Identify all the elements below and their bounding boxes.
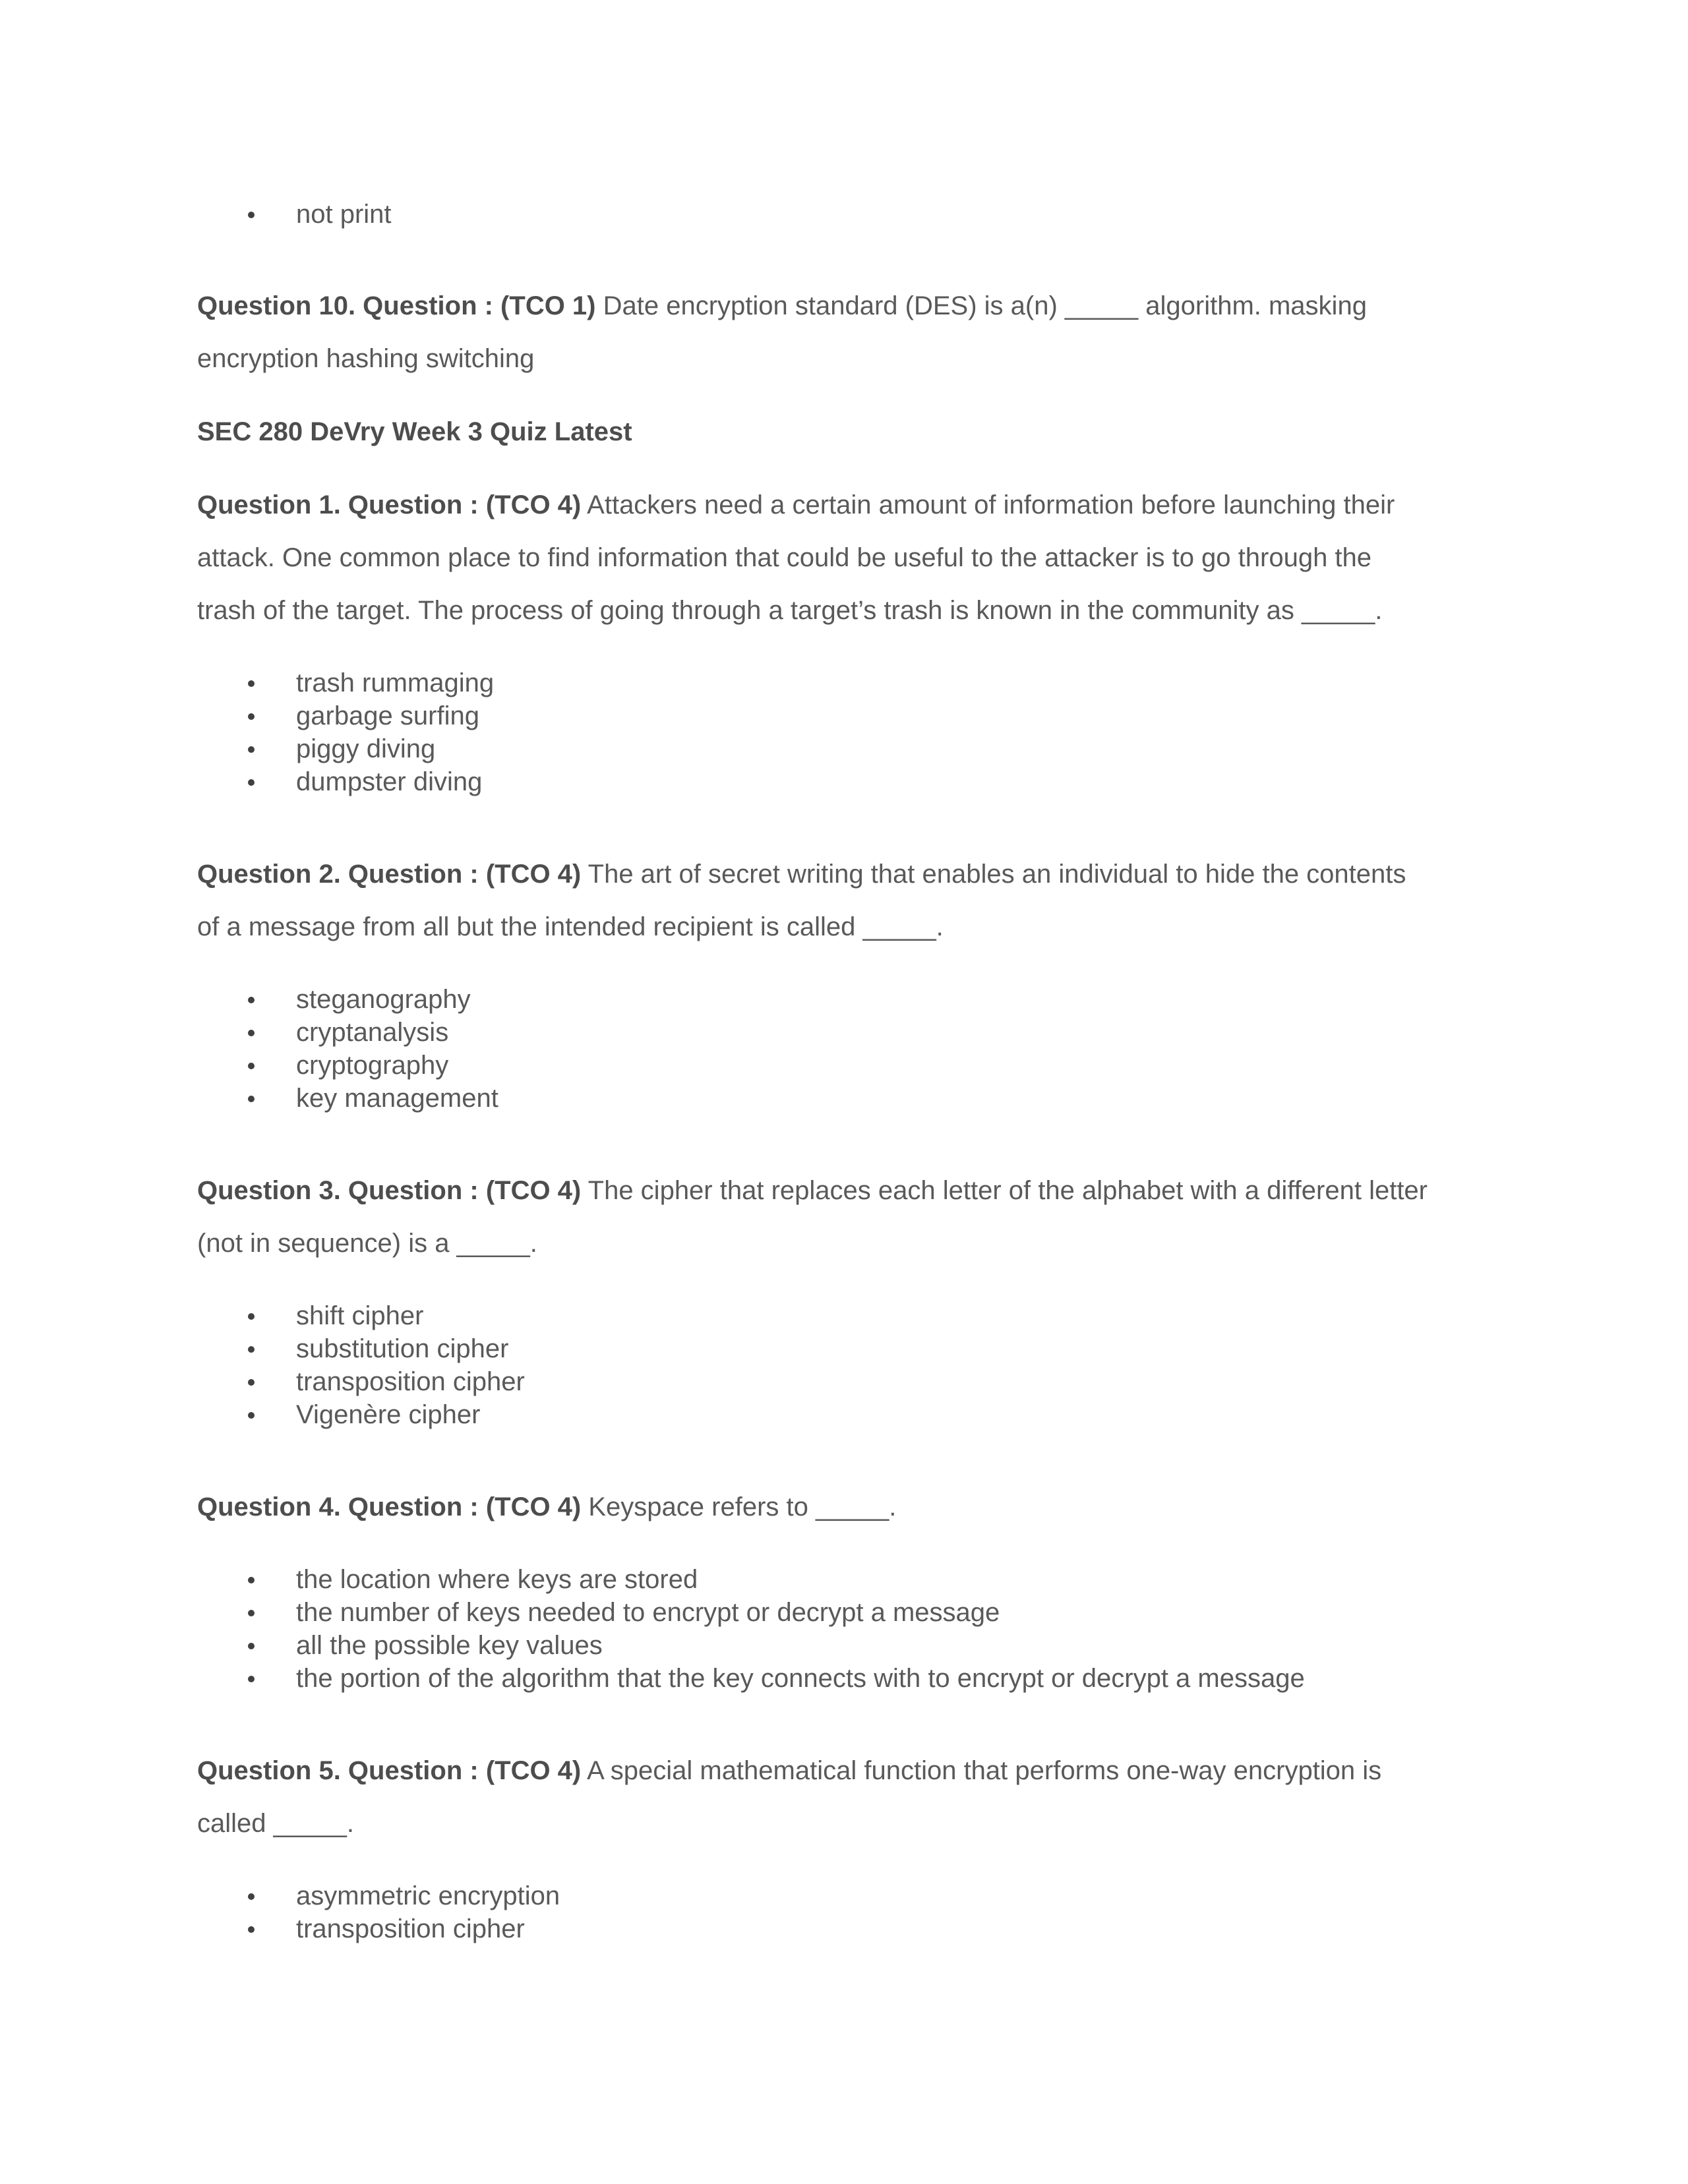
answer-options: [197, 983, 1503, 1115]
carryover-options: [197, 198, 1503, 231]
question-label: Question 1. Question : (TCO 4): [197, 490, 582, 519]
section-heading: SEC 280 DeVry Week 3 Quiz Latest: [197, 417, 632, 446]
list-item: trash rummaging: [197, 666, 1503, 699]
question-label: Question 3. Question : (TCO 4): [197, 1176, 582, 1205]
question-5: [197, 1744, 1503, 1850]
answer-options: [197, 1563, 1503, 1695]
question-2: [197, 848, 1503, 953]
bullet-icon: [248, 746, 255, 753]
question-text-continued: of a message from all but the intended recipient is called _____.: [197, 912, 944, 941]
list-item: cryptography: [197, 1049, 1503, 1082]
bullet-icon: [248, 1926, 255, 1933]
list-item: the location where keys are stored: [197, 1563, 1503, 1596]
list-item: the portion of the algorithm that the key connects with to encrypt or decrypt a message: [197, 1662, 1503, 1695]
bullet-icon: [248, 1610, 255, 1616]
list-item: asymmetric encryption: [197, 1879, 1503, 1912]
list-item: transposition cipher: [197, 1365, 1503, 1398]
list-item: Vigenère cipher: [197, 1398, 1503, 1431]
question-label: Question 10. Question : (TCO 1): [197, 291, 596, 320]
bullet-icon: [248, 1063, 255, 1069]
bullet-icon: [248, 1412, 255, 1419]
question-4: [197, 1481, 1503, 1533]
list-item: shift cipher: [197, 1299, 1503, 1332]
list-item: piggy diving: [197, 732, 1503, 765]
question-text-continued: trash of the target. The process of going through a target’s trash is known in the community as _____.: [197, 596, 1383, 625]
question-3: [197, 1164, 1503, 1270]
question-text-continued: (not in sequence) is a _____.: [197, 1229, 537, 1258]
answer-options: [197, 1879, 1503, 1945]
bullet-icon: [248, 1096, 255, 1102]
bullet-icon: [248, 1379, 255, 1386]
list-item: all the possible key values: [197, 1629, 1503, 1662]
bullet-icon: [248, 1676, 255, 1682]
list-item: substitution cipher: [197, 1332, 1503, 1365]
bullet-icon: [248, 1893, 255, 1900]
list-item: cryptanalysis: [197, 1016, 1503, 1049]
bullet-icon: [248, 997, 255, 1003]
bullet-icon: [248, 1577, 255, 1583]
question-text: Question 2. Question : (TCO 4) The art of secret writing that enables an individual to hide the contents: [197, 860, 1406, 889]
bullet-icon: [248, 680, 255, 687]
answer-options: [197, 1299, 1503, 1431]
list-item: not print: [197, 198, 1503, 231]
question-label: Question 5. Question : (TCO 4): [197, 1756, 582, 1785]
question-text-continued: encryption hashing switching: [197, 344, 535, 373]
bullet-icon: [248, 1313, 255, 1320]
question-label: Question 2. Question : (TCO 4): [197, 860, 582, 889]
bullet-icon: [248, 1643, 255, 1649]
list-item: steganography: [197, 983, 1503, 1016]
question-text: Question 4. Question : (TCO 4) Keyspace refers to _____.: [197, 1492, 897, 1521]
bullet-icon: [248, 779, 255, 786]
question-text: Question 3. Question : (TCO 4) The cipher that replaces each letter of the alphabet with a different letter: [197, 1176, 1428, 1205]
list-item: key management: [197, 1082, 1503, 1115]
question-text: Question 1. Question : (TCO 4) Attackers need a certain amount of information before launching their: [197, 490, 1395, 519]
list-item: transposition cipher: [197, 1912, 1503, 1945]
list-item: dumpster diving: [197, 765, 1503, 798]
bullet-icon: [248, 212, 255, 218]
question-text: Question 10. Question : (TCO 1) Date encryption standard (DES) is a(n) _____ algorithm. masking: [197, 291, 1367, 320]
question-text-continued: attack. One common place to find information that could be useful to the attacker is to go through the: [197, 543, 1372, 572]
question-text-continued: called _____.: [197, 1809, 354, 1838]
list-item: garbage surfing: [197, 699, 1503, 732]
answer-options: [197, 666, 1503, 798]
question-10: [197, 280, 1503, 385]
bullet-icon: [248, 713, 255, 720]
list-item: the number of keys needed to encrypt or decrypt a message: [197, 1596, 1503, 1629]
question-text: Question 5. Question : (TCO 4) A special mathematical function that performs one-way encryption is: [197, 1756, 1382, 1785]
question-1: [197, 479, 1503, 637]
bullet-icon: [248, 1030, 255, 1036]
question-label: Question 4. Question : (TCO 4): [197, 1492, 582, 1521]
bullet-icon: [248, 1346, 255, 1353]
